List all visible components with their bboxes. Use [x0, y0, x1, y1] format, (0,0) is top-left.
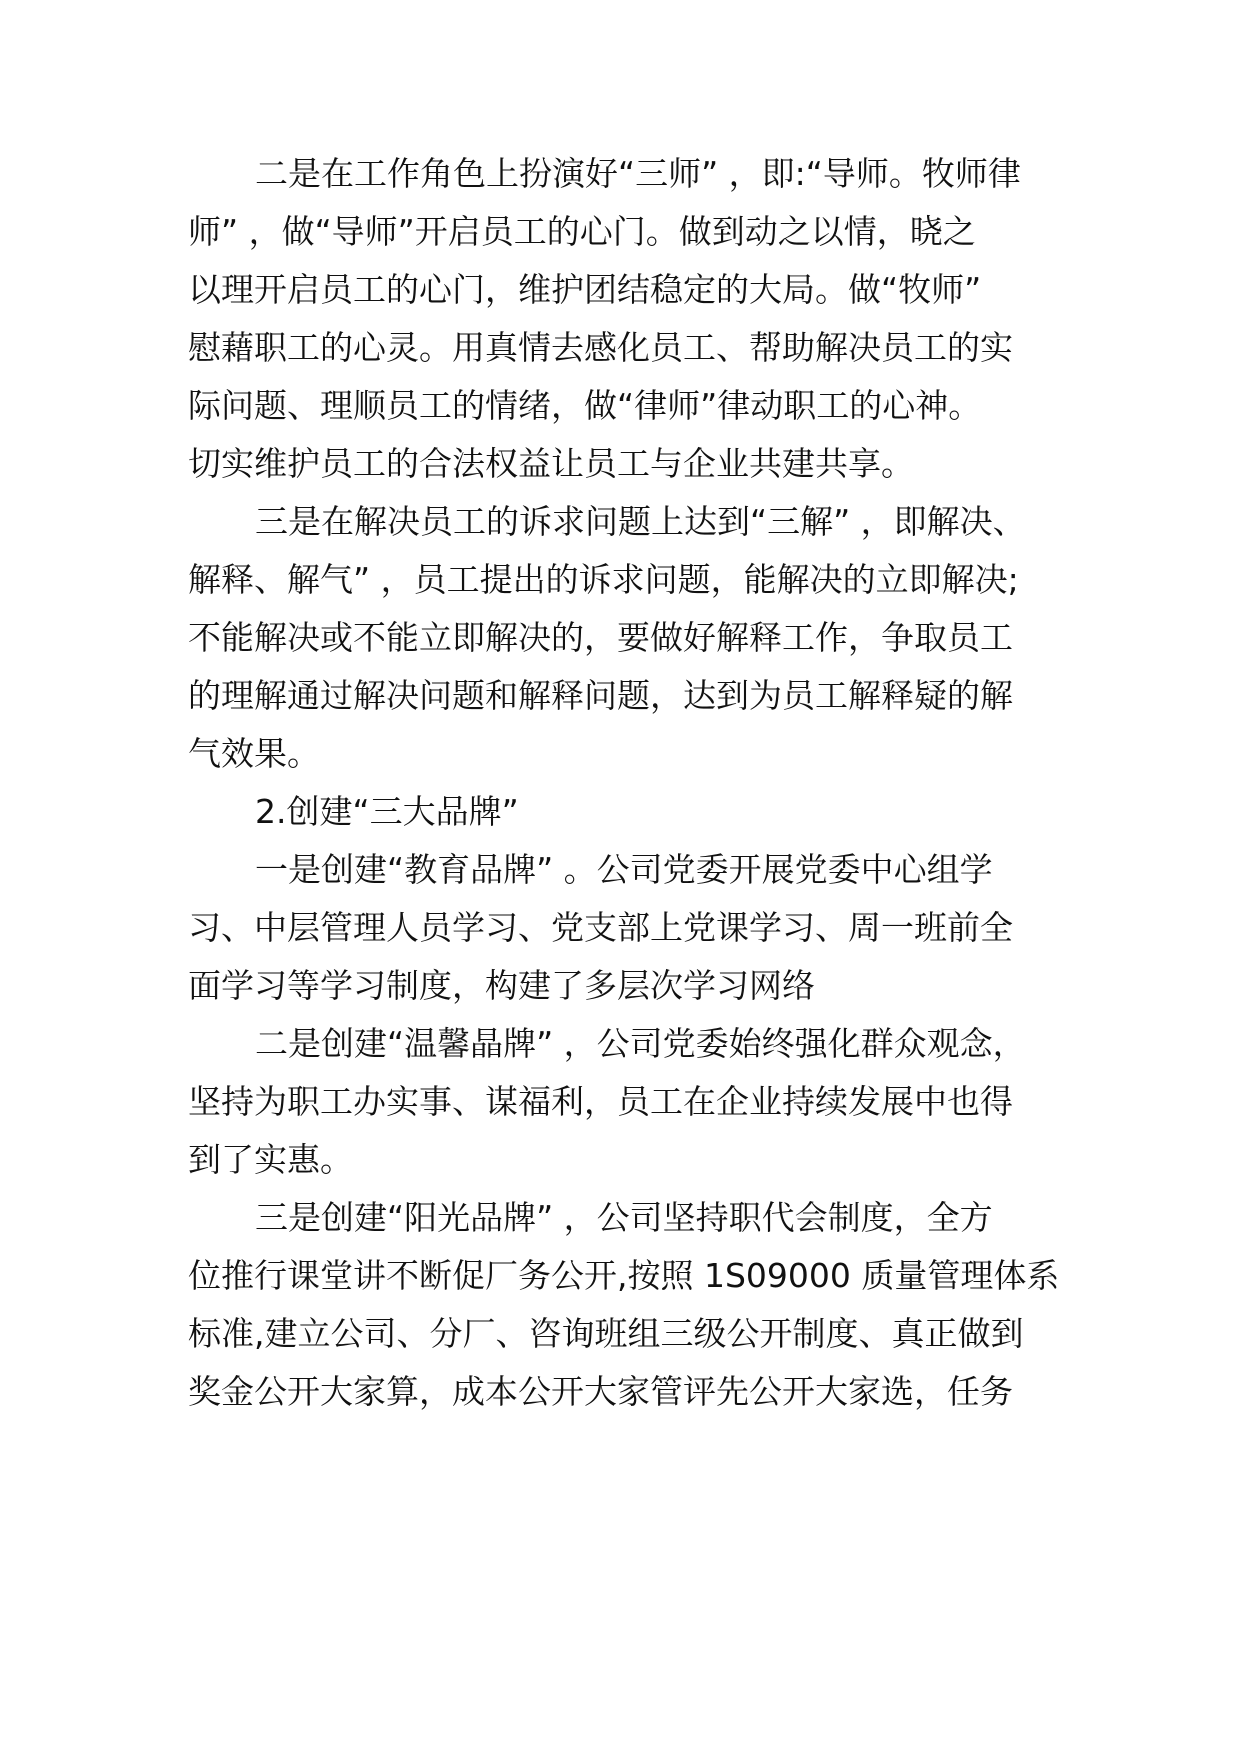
paragraph-line: 解释、解气” ，员工提出的诉求问题，能解决的立即解决; [188, 560, 1019, 599]
paragraph-line: 气效果。 [188, 734, 320, 773]
paragraph-line: 师” ，做“导师”开启员工的心门。做到动之以情，晓之 [188, 212, 976, 251]
paragraph-line: 慰藉职工的心灵。用真情去感化员工、帮助解决员工的实 [188, 328, 1013, 367]
paragraph-line: 面学习等学习制度，构建了多层次学习网络 [188, 966, 815, 1005]
paragraph-line: 二是在工作角色上扮演好“三师” ，即:“导师。牧师律 [255, 154, 1021, 193]
paragraph-line: 二是创建“温馨晶牌” ，公司党委始终强化群众观念， [255, 1024, 1026, 1063]
paragraph-line: 习、中层管理人员学习、党支部上党课学习、周一班前全 [188, 908, 1013, 947]
section-heading: 2.创建“三大品牌” [255, 792, 519, 831]
paragraph-line: 坚持为职工办实事、谋福利，员工在企业持续发展中也得 [188, 1082, 1013, 1121]
paragraph-line: 切实维护员工的合法权益让员工与企业共建共享。 [188, 444, 914, 483]
paragraph-line: 际问题、理顺员工的情绪，做“律师”律动职工的心神。 [188, 386, 982, 425]
paragraph-line: 三是创建“阳光品牌” ，公司坚持职代会制度，全方 [255, 1198, 993, 1237]
paragraph-line: 三是在解决员工的诉求问题上达到“三解” ，即解决、 [255, 502, 1026, 541]
paragraph-line: 不能解决或不能立即解决的，要做好解释工作，争取员工 [188, 618, 1013, 657]
paragraph-line: 一是创建“教育品牌” 。公司党委开展党委中心组学 [255, 850, 993, 889]
paragraph-line: 标准,建立公司、分厂、咨询班组三级公开制度、真正做到 [188, 1314, 1024, 1353]
paragraph-line: 奖金公开大家算，成本公开大家管评先公开大家选，任务 [188, 1372, 1013, 1411]
paragraph-line: 以理开启员工的心门，维护团结稳定的大局。做“牧师” [188, 270, 982, 309]
paragraph-line: 到了实惠。 [188, 1140, 353, 1179]
paragraph-line: 的理解通过解决问题和解释问题，达到为员工解释疑的解 [188, 676, 1013, 715]
paragraph-line: 位推行课堂讲不断促厂务公开,按照 1S09000 质量管理体系 [188, 1256, 1060, 1295]
